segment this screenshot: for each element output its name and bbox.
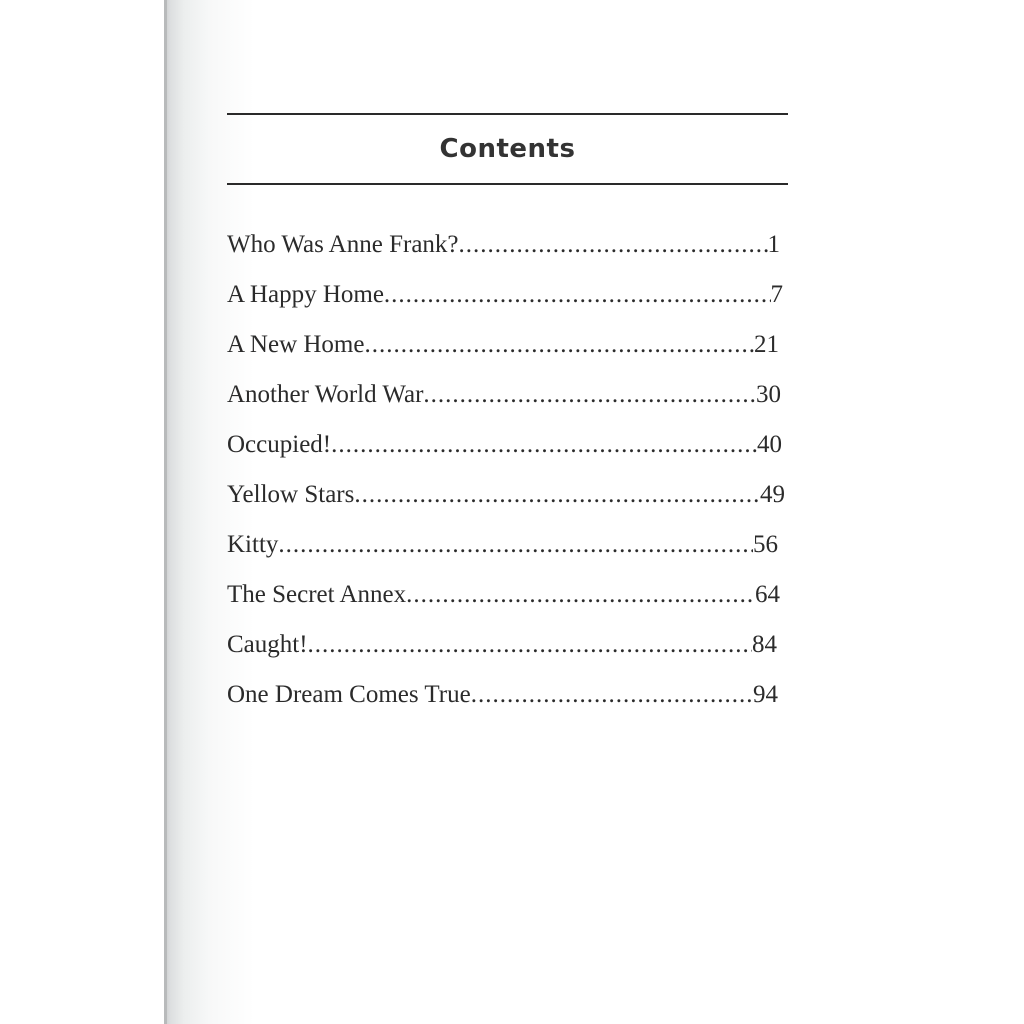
toc-entry: [227, 670, 778, 720]
contents-header: [227, 113, 788, 185]
toc-entry: [227, 620, 777, 670]
toc-entry-page: 7: [770, 281, 783, 308]
toc-entry-title: The Secret Annex: [227, 581, 407, 608]
toc-entry-page: 56: [753, 531, 778, 558]
toc-dot-leader: [406, 581, 755, 609]
toc-entry: [227, 570, 780, 620]
toc-entry-page: 21: [754, 331, 779, 358]
toc-dot-leader: [364, 331, 754, 359]
toc-entry-title: A New Home: [227, 331, 365, 358]
toc-entry-title: Caught!: [227, 631, 308, 658]
toc-entry: [227, 320, 779, 370]
toc-entry: [227, 270, 783, 320]
toc-entry-title: Yellow Stars: [227, 481, 355, 508]
table-of-contents: [227, 220, 787, 720]
toc-entry-page: 84: [752, 631, 777, 658]
toc-entry-page: 40: [757, 431, 782, 458]
toc-entry-page: 49: [760, 481, 785, 508]
toc-entry-page: 94: [753, 681, 778, 708]
toc-dot-leader: [384, 281, 771, 309]
toc-dot-leader: [423, 381, 756, 409]
toc-entry: [227, 370, 781, 420]
toc-entry-title: A Happy Home: [227, 281, 384, 308]
toc-entry: [227, 520, 778, 570]
toc-entry: [227, 220, 780, 270]
toc-entry: [227, 470, 785, 520]
toc-dot-leader: [308, 631, 752, 659]
toc-entry-title: Who Was Anne Frank?: [227, 231, 459, 258]
bottom-rule: [227, 183, 788, 185]
toc-entry-page: 1: [767, 231, 780, 258]
toc-entry-title: Kitty: [227, 531, 279, 558]
toc-dot-leader: [459, 231, 768, 259]
toc-dot-leader: [471, 681, 753, 709]
toc-dot-leader: [331, 431, 757, 459]
contents-heading: Contents: [439, 134, 576, 164]
toc-dot-leader: [354, 481, 760, 509]
toc-entry-page: 64: [755, 581, 780, 608]
toc-entry-page: 30: [756, 381, 781, 408]
toc-entry-title: Another World War: [227, 381, 424, 408]
toc-dot-leader: [278, 531, 753, 559]
page-binding-edge: [164, 0, 167, 1024]
toc-entry-title: Occupied!: [227, 431, 332, 458]
toc-entry-title: One Dream Comes True: [227, 681, 471, 708]
toc-entry: [227, 420, 782, 470]
